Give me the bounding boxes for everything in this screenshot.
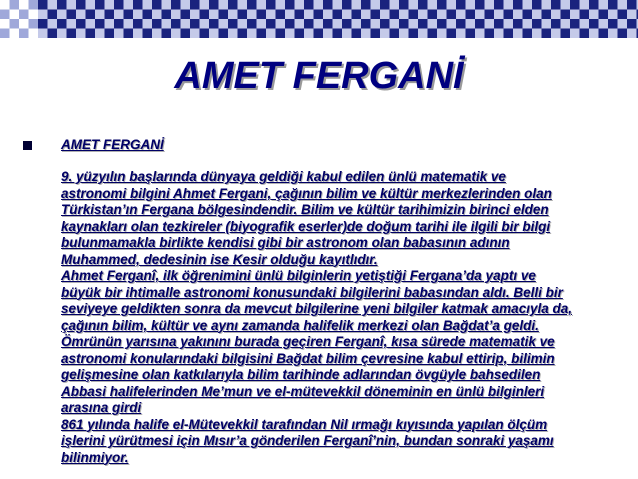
checker-cell — [190, 29, 200, 39]
checker-cell — [285, 0, 295, 10]
checker-cell — [475, 0, 485, 10]
checker-cell — [105, 19, 115, 29]
checker-cell — [342, 29, 352, 39]
checker-cell — [627, 19, 637, 29]
checker-cell — [523, 29, 533, 39]
checker-cell — [29, 10, 39, 20]
checker-cell — [143, 19, 153, 29]
checker-cell — [580, 0, 590, 10]
checker-cell — [295, 19, 305, 29]
checker-cell — [190, 10, 200, 20]
text-line: Ömrünün yarısına yakınını burada geçiren Ferganî, kısa sürede matematik ve — [61, 334, 555, 349]
text-line: astronomi konularındaki bilgisini Bağdat bilim çevresine kabul ettirip, bilimin — [61, 350, 555, 366]
checker-cell — [29, 29, 39, 39]
checker-cell — [228, 0, 238, 10]
checker-cell — [190, 0, 200, 10]
square-bullet-icon — [23, 141, 32, 150]
checker-cell — [238, 19, 248, 29]
checker-cell — [542, 19, 552, 29]
checker-cell — [532, 10, 542, 20]
checker-cell — [380, 10, 390, 20]
checker-cell — [114, 29, 124, 39]
checker-cell — [67, 10, 77, 20]
checker-cell — [570, 10, 580, 20]
text-line: çağının bilim, kültür ve aynı zamanda halifelik merkezi olan Bağdat’a geldi. — [61, 317, 539, 333]
text-line: Ahmet Ferganî, ilk öğrenimini ünlü bilginlerin yetiştiği Fergana’da yaptı ve — [61, 268, 536, 283]
checker-cell — [238, 10, 248, 20]
checker-cell — [181, 0, 191, 10]
checker-cell — [266, 10, 276, 20]
checker-cell — [238, 29, 248, 39]
checker-cell — [447, 29, 457, 39]
checker-cell — [342, 0, 352, 10]
text-line: 9. yüzyılın başlarında dünyaya geldiği kabul edilen ünlü matematik ve — [61, 169, 506, 184]
checker-cell — [67, 19, 77, 29]
checker-cell — [228, 19, 238, 29]
text-line: Türkistan’ın Fergana bölgesindendir. Bilim ve kültür tarihimizin birinci elden — [61, 202, 549, 217]
checker-cell — [627, 0, 637, 10]
checker-cell — [390, 19, 400, 29]
checker-cell — [523, 19, 533, 29]
checker-cell — [352, 10, 362, 20]
checker-cell — [285, 19, 295, 29]
checker-cell — [114, 10, 124, 20]
checker-cell — [0, 29, 10, 39]
checker-cell — [494, 10, 504, 20]
checker-cell — [285, 10, 295, 20]
checker-cell — [580, 19, 590, 29]
checker-cell — [143, 10, 153, 20]
checker-cell — [10, 19, 20, 29]
checker-cell — [266, 29, 276, 39]
checker-cell — [57, 29, 67, 39]
checker-cell — [257, 0, 267, 10]
checker-cell — [181, 10, 191, 20]
checker-cell — [608, 0, 618, 10]
checker-cell — [447, 19, 457, 29]
checker-cell — [38, 0, 48, 10]
checker-cell — [76, 0, 86, 10]
checker-cell — [485, 10, 495, 20]
checker-cell — [570, 19, 580, 29]
checker-cell — [38, 19, 48, 29]
checker-cell — [361, 10, 371, 20]
checker-cell — [95, 0, 105, 10]
checker-cell — [162, 0, 172, 10]
text-line: kaynakları olan tezkireler (biyografik eserler)de doğum tarihi ile ilgili bir bilgi — [61, 218, 551, 234]
checker-cell — [285, 29, 295, 39]
checker-cell — [200, 29, 210, 39]
checker-cell — [181, 19, 191, 29]
checker-cell — [219, 10, 229, 20]
checker-cell — [200, 0, 210, 10]
checker-cell — [67, 29, 77, 39]
checker-cell — [152, 0, 162, 10]
checker-cell — [599, 29, 609, 39]
checker-cell — [276, 29, 286, 39]
checker-cell — [266, 19, 276, 29]
checker-cell — [485, 29, 495, 39]
checker-cell — [19, 10, 29, 20]
checker-cell — [390, 10, 400, 20]
checker-cell — [333, 10, 343, 20]
slide-title: AMET FERGANİ — [174, 55, 464, 97]
checker-cell — [57, 19, 67, 29]
checker-cell — [323, 29, 333, 39]
checker-cell — [532, 19, 542, 29]
checker-cell — [380, 0, 390, 10]
text-line: 861 yılında halife el-Mütevekkil tarafından Nil ırmağı kıyısında yapılan ölçüm — [61, 416, 548, 432]
checker-cell — [228, 29, 238, 39]
checker-cell — [10, 29, 20, 39]
checker-cell — [57, 10, 67, 20]
checker-cell — [295, 10, 305, 20]
checker-cell — [181, 29, 191, 39]
checker-cell — [475, 19, 485, 29]
checker-cell — [437, 29, 447, 39]
text-line: büyük bir ihtimalle astronomi konusundaki bilgilerini babasından aldı. Belli bir — [61, 284, 563, 300]
checker-cell — [494, 0, 504, 10]
checker-cell — [608, 19, 618, 29]
checker-cell — [513, 0, 523, 10]
checker-cell — [466, 10, 476, 20]
checker-cell — [276, 0, 286, 10]
checker-cell — [380, 19, 390, 29]
checker-cell — [333, 29, 343, 39]
checker-cell — [618, 29, 628, 39]
checker-cell — [504, 10, 514, 20]
checker-cell — [409, 0, 419, 10]
checker-cell — [437, 19, 447, 29]
checker-cell — [456, 29, 466, 39]
checker-cell — [580, 29, 590, 39]
checker-cell — [257, 10, 267, 20]
checker-cell — [475, 29, 485, 39]
checker-cell — [570, 29, 580, 39]
checker-cell — [86, 10, 96, 20]
checker-cell — [589, 29, 599, 39]
checker-cell — [0, 10, 10, 20]
checker-cell — [95, 10, 105, 20]
checker-cell — [437, 0, 447, 10]
checker-cell — [513, 10, 523, 20]
checker-cell — [418, 10, 428, 20]
checker-cell — [114, 19, 124, 29]
checker-cell — [589, 19, 599, 29]
checker-cell — [247, 29, 257, 39]
checker-cell — [314, 10, 324, 20]
checker-cell — [589, 10, 599, 20]
checker-cell — [29, 19, 39, 29]
checker-cell — [352, 0, 362, 10]
checker-cell — [456, 0, 466, 10]
text-line: Abbasi halifelerinden Me’mun ve el-mütevekkil döneminin en ünlü bilginleri — [61, 383, 545, 399]
checker-cell — [257, 29, 267, 39]
checker-cell — [38, 29, 48, 39]
checker-cell — [542, 10, 552, 20]
checker-cell — [295, 0, 305, 10]
checker-cell — [48, 19, 58, 29]
checker-cell — [504, 19, 514, 29]
checker-cell — [456, 19, 466, 29]
checker-cell — [48, 29, 58, 39]
checker-cell — [551, 0, 561, 10]
checker-cell — [390, 29, 400, 39]
checker-cell — [314, 19, 324, 29]
checker-cell — [76, 19, 86, 29]
checker-cell — [418, 0, 428, 10]
checker-cell — [48, 10, 58, 20]
body-paragraph — [61, 169, 621, 466]
checker-cell — [228, 10, 238, 20]
checker-cell — [523, 0, 533, 10]
checker-cell — [418, 29, 428, 39]
checker-cell — [323, 0, 333, 10]
checker-cell — [257, 19, 267, 29]
checker-cell — [561, 19, 571, 29]
checker-cell — [0, 0, 10, 10]
checker-cell — [314, 0, 324, 10]
checker-cell — [551, 29, 561, 39]
checker-cell — [447, 0, 457, 10]
checker-cell — [133, 0, 143, 10]
checker-cell — [171, 29, 181, 39]
checker-cell — [114, 0, 124, 10]
text-line: bulunmamakla birlikte kendisi gibi bir astronom olan babasının adının — [61, 235, 510, 250]
checker-cell — [105, 0, 115, 10]
text-line: Muhammed, dedesinin ise Kesir olduğu kayıtlıdır. — [61, 251, 378, 267]
checker-cell — [67, 0, 77, 10]
checker-cell — [171, 0, 181, 10]
checker-cell — [390, 0, 400, 10]
checker-cell — [314, 29, 324, 39]
checker-cell — [133, 10, 143, 20]
text-line: seviyeye geldikten sonra da mevcut bilgilerine yeni bilgiler katmak amacıyla da, — [61, 301, 572, 316]
checker-cell — [418, 19, 428, 29]
checker-cell — [209, 29, 219, 39]
checker-cell — [475, 10, 485, 20]
checker-cell — [219, 0, 229, 10]
checker-cell — [437, 10, 447, 20]
checker-cell — [219, 29, 229, 39]
checker-cell — [247, 10, 257, 20]
checker-cell — [532, 0, 542, 10]
checker-cell — [618, 10, 628, 20]
checker-cell — [333, 0, 343, 10]
text-line: bilinmiyor. — [61, 449, 129, 465]
checker-cell — [342, 19, 352, 29]
checker-cell — [333, 19, 343, 29]
checker-cell — [551, 10, 561, 20]
checker-cell — [466, 29, 476, 39]
checker-cell — [627, 29, 637, 39]
checker-cell — [171, 10, 181, 20]
checker-cell — [532, 29, 542, 39]
checker-cell — [124, 10, 134, 20]
text-line: arasına girdi — [61, 400, 142, 415]
checker-cell — [295, 29, 305, 39]
checker-cell — [494, 29, 504, 39]
checker-cell — [618, 19, 628, 29]
checker-cell — [627, 10, 637, 20]
checker-cell — [276, 10, 286, 20]
checker-cell — [428, 29, 438, 39]
checker-cell — [152, 19, 162, 29]
checker-cell — [219, 19, 229, 29]
checkered-header-band — [0, 0, 638, 38]
checker-cell — [608, 10, 618, 20]
checker-cell — [342, 10, 352, 20]
checker-cell — [542, 29, 552, 39]
checker-cell — [86, 0, 96, 10]
checker-cell — [466, 19, 476, 29]
checker-cell — [599, 10, 609, 20]
checker-cell — [399, 0, 409, 10]
checker-cell — [599, 0, 609, 10]
checker-cell — [209, 0, 219, 10]
checker-cell — [494, 19, 504, 29]
checker-cell — [48, 0, 58, 10]
checker-cell — [86, 19, 96, 29]
checker-cell — [76, 10, 86, 20]
checker-cell — [29, 0, 39, 10]
checker-cell — [323, 10, 333, 20]
checker-cell — [352, 29, 362, 39]
checker-cell — [371, 10, 381, 20]
checker-cell — [466, 0, 476, 10]
checker-cell — [513, 29, 523, 39]
checker-cell — [19, 19, 29, 29]
checker-cell — [599, 19, 609, 29]
checker-cell — [209, 19, 219, 29]
checkered-pattern-graphic — [0, 0, 638, 38]
checker-cell — [209, 10, 219, 20]
text-line: işlerini yürütmesi için Mısır’a gönderilen Ferganî’nin, bundan sonraki yaşamı — [61, 433, 554, 448]
checker-cell — [124, 29, 134, 39]
checker-cell — [399, 29, 409, 39]
checker-cell — [124, 0, 134, 10]
checker-cell — [580, 10, 590, 20]
checker-cell — [10, 0, 20, 10]
checker-cell — [409, 19, 419, 29]
checker-cell — [152, 10, 162, 20]
text-line: gelişmesine olan katkılarıyla bilim tarihinde adlarından övgüyle bahsedilen — [61, 367, 541, 382]
checker-cell — [428, 10, 438, 20]
checker-cell — [409, 29, 419, 39]
checker-cell — [76, 29, 86, 39]
checker-cell — [105, 10, 115, 20]
checker-cell — [361, 19, 371, 29]
checker-cell — [266, 0, 276, 10]
checker-cell — [162, 19, 172, 29]
checker-cell — [399, 10, 409, 20]
checker-cell — [19, 0, 29, 10]
checker-cell — [542, 0, 552, 10]
checker-cell — [371, 0, 381, 10]
checker-cell — [561, 10, 571, 20]
checker-cell — [570, 0, 580, 10]
checker-cell — [304, 19, 314, 29]
checker-cell — [428, 19, 438, 29]
checker-cell — [304, 10, 314, 20]
checker-cell — [86, 29, 96, 39]
checker-cell — [162, 29, 172, 39]
checker-cell — [428, 0, 438, 10]
checker-cell — [504, 29, 514, 39]
checker-cell — [323, 19, 333, 29]
checker-cell — [371, 19, 381, 29]
checker-cell — [95, 19, 105, 29]
checker-cell — [10, 10, 20, 20]
checker-cell — [513, 19, 523, 29]
checker-cell — [247, 19, 257, 29]
bullet-heading: AMET FERGANİ — [61, 137, 164, 152]
checker-cell — [200, 19, 210, 29]
checker-cell — [304, 0, 314, 10]
checker-cell — [561, 0, 571, 10]
checker-cell — [456, 10, 466, 20]
checker-cell — [95, 29, 105, 39]
checker-cell — [276, 19, 286, 29]
checker-cell — [38, 10, 48, 20]
checker-cell — [105, 29, 115, 39]
text-line: astronomi bilgini Ahmet Fergani, çağının bilim ve kültür merkezlerinden olan — [61, 185, 552, 201]
checker-cell — [409, 10, 419, 20]
checker-cell — [171, 19, 181, 29]
checker-cell — [371, 29, 381, 39]
checker-cell — [608, 29, 618, 39]
checker-cell — [124, 19, 134, 29]
checker-cell — [143, 29, 153, 39]
checker-cell — [19, 29, 29, 39]
checker-cell — [399, 19, 409, 29]
checker-cell — [352, 19, 362, 29]
checker-cell — [361, 0, 371, 10]
checker-cell — [447, 10, 457, 20]
checker-cell — [361, 29, 371, 39]
checker-cell — [504, 0, 514, 10]
checker-cell — [589, 0, 599, 10]
checker-cell — [152, 29, 162, 39]
checker-cell — [200, 10, 210, 20]
checker-cell — [133, 29, 143, 39]
checker-cell — [57, 0, 67, 10]
checker-cell — [618, 0, 628, 10]
checker-cell — [485, 19, 495, 29]
checker-cell — [561, 29, 571, 39]
checker-cell — [485, 0, 495, 10]
checker-cell — [551, 19, 561, 29]
checker-cell — [190, 19, 200, 29]
checker-cell — [162, 10, 172, 20]
checker-cell — [380, 29, 390, 39]
checker-cell — [238, 0, 248, 10]
checker-cell — [523, 10, 533, 20]
checker-cell — [143, 0, 153, 10]
checker-cell — [0, 19, 10, 29]
checker-cell — [247, 0, 257, 10]
checker-cell — [304, 29, 314, 39]
checker-cell — [133, 19, 143, 29]
